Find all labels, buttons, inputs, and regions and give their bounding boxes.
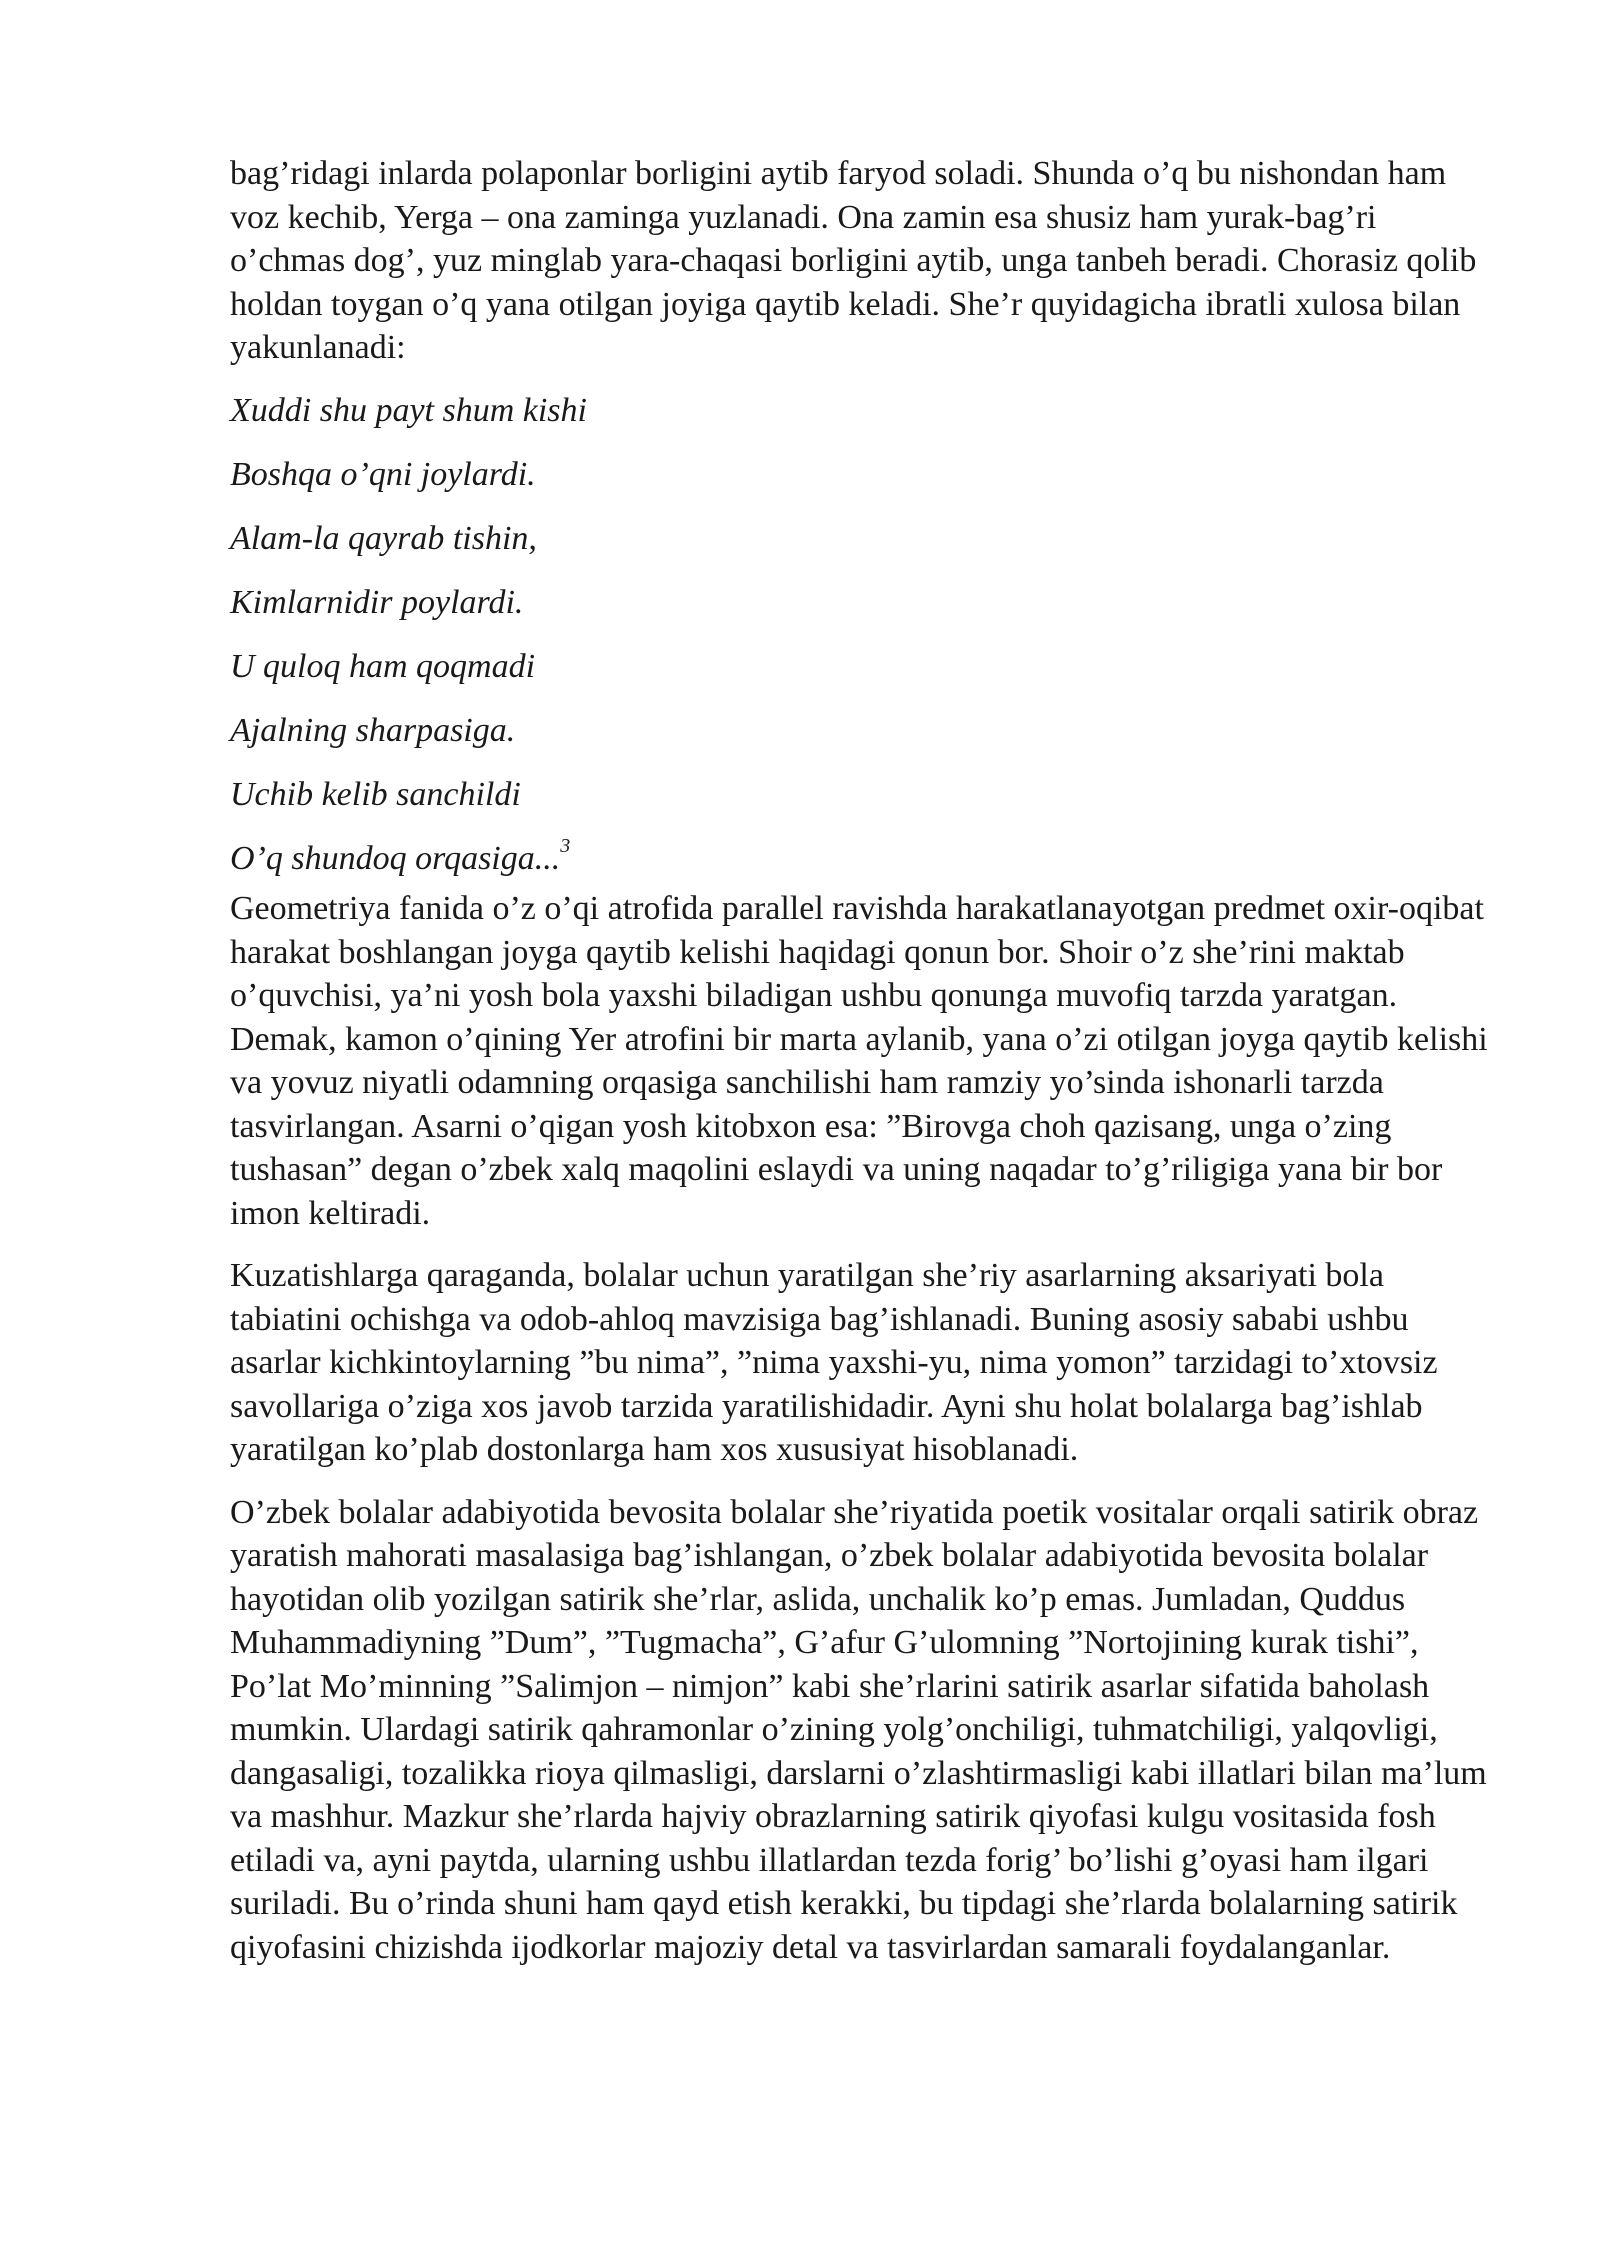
body-paragraph-geometry: Geometriya fanida o’z o’qi atrofida parallel ravishda harakatlanayotgan predmet oxir-oqibat harakat boshlangan joyga qaytib kelishi haqidagi qonun bor. Shoir o’z she’rini maktab o’quvchisi, ya’ni yosh bola yaxshi biladigan ushbu qonunga muvofiq tarzda yaratgan. Demak, kamon o’qining Yer atrofini bir marta aylanib, yana o’zi otilgan joyga qaytib kelishi va yovuz niyatli odamning orqasiga sanchilishi ham ramziy yo’sinda ishonarli tarzda tasvirlangan. Asarni o’qigan yosh kitobxon esa: ”Birovga choh qazisang, unga o’zing tushasan” degan o’zbek xalq maqolini eslaydi va uning naqadar to’g’riligiga yana bir bor imon keltiradi. xyxy=(230,890,1488,1232)
poem-line: Xuddi shu payt shum kishi xyxy=(230,391,587,429)
poem-line: Ajalning sharpasiga. xyxy=(230,711,516,749)
poem-line: Uchib kelib sanchildi xyxy=(230,775,521,813)
body-paragraph-intro: bag’ridagi inlarda polaponlar borligini aytib faryod soladi. Shunda o’q bu nishondan ham voz kechib, Yerga – ona zaminga yuzlanadi. Ona zamin esa shusiz ham yurak-bag’ri o’chmas dog’, yuz minglab yara-chaqasi borligini aytib, unga tanbeh beradi. Chorasiz qolib holdan toygan o’q yana otilgan joyiga qaytib keladi. She’r quyidagicha ibratli xulosa bilan yakunlanadi: xyxy=(230,155,1477,366)
poem-line-last xyxy=(230,837,1492,881)
poem-line: Boshqa o’qni joylardi. xyxy=(230,455,536,493)
footnote-reference[interactable]: 3 xyxy=(560,835,571,858)
body-paragraph-observations: Kuzatishlarga qaraganda, bolalar uchun yaratilgan she’riy asarlarning aksariyati bola tabiatini ochishga va odob-ahloq mavzisiga bag’ishlanadi. Buning asosiy sababi ushbu asarlar kichkintoylarning ”bu nima”, ”nima yaxshi-yu, nima yomon” tarzidagi to’xtovsiz savollariga o’ziga xos javob tarzida yaratilishidadir. Ayni shu holat bolalarga bag’ishlab yaratilgan ko’plab dostonlarga ham xos xususiyat hisoblanadi. xyxy=(230,1257,1438,1468)
poem-line: U quloq ham qoqmadi xyxy=(230,647,536,685)
body-paragraph-satire: O’zbek bolalar adabiyotida bevosita bolalar she’riyatida poetik vositalar orqali satirik obraz yaratish mahorati masalasiga bag’ishlangan, o’zbek bolalar adabiyotida bevosita bolalar hayotidan olib yozilgan satirik she’rlar, aslida, unchalik ko’p emas. Jumladan, Quddus Muhammadiyning ”Dum”, ”Tugmacha”, G’afur G’ulomning ”Nortojining kurak tishi”, Po’lat Mo’minning ”Salimjon – nimjon” kabi she’rlarini satirik asarlar sifatida baholash mumkin. Ulardagi satirik qahramonlar o’zining yolg’onchiligi, tuhmatchiligi, yalqovligi, dangasaligi, tozalikka rioya qilmasligi, darslarni o’zlashtirmasligi kabi illatlari bilan ma’lum va mashhur. Mazkur she’rlarda hajviy obrazlarning satirik qiyofasi kulgu vositasida fosh etiladi va, ayni paytda, ularning ushbu illatlardan tezda forig’ bo’lishi g’oyasi ham ilgari suriladi. Bu o’rinda shuni ham qayd etish kerakki, bu tipdagi she’rlarda bolalarning satirik qiyofasini chizishda ijodkorlar majoziy detal va tasvirlardan samarali foydalanganlar. xyxy=(230,1493,1487,1966)
poem-line: Kimlarnidir poylardi. xyxy=(230,583,524,621)
poem-excerpt xyxy=(230,389,1492,881)
poem-line-text: O’q shundoq orqasiga... xyxy=(230,839,561,877)
poem-line: Alam-la qayrab tishin, xyxy=(230,519,537,557)
document-page xyxy=(230,152,1492,1988)
